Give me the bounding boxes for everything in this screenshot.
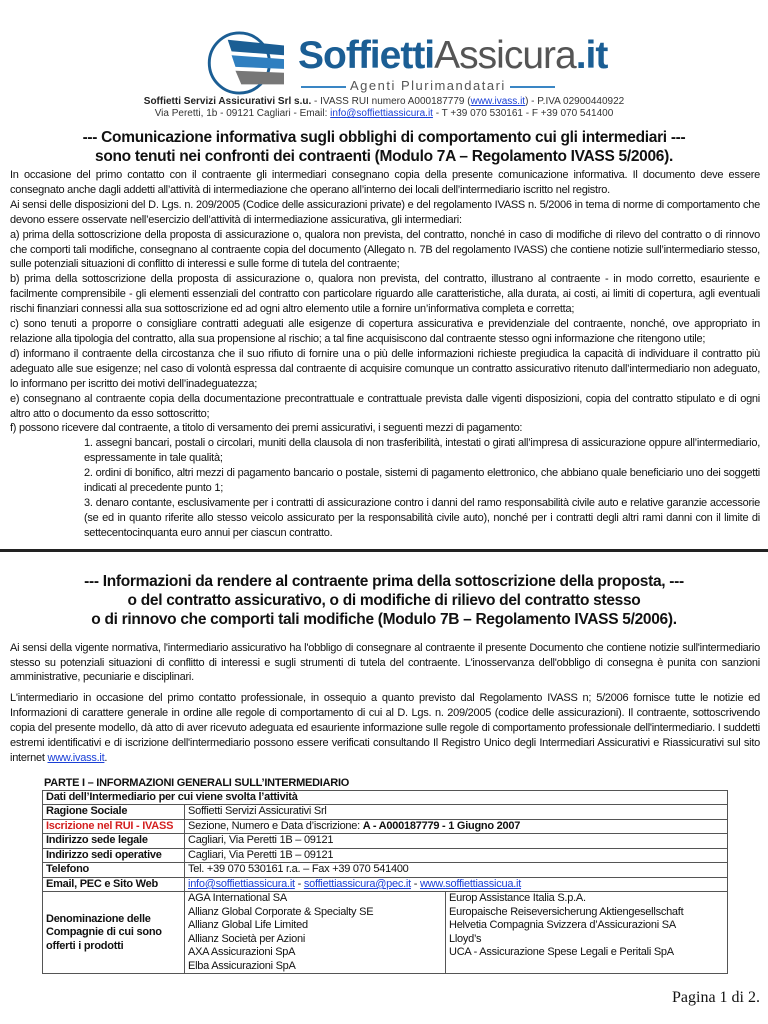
table-row: Indirizzo sedi operative Cagliari, Via Peretti 1B – 09121 (43, 848, 728, 863)
part-one-heading: PARTE I – INFORMAZIONI GENERALI SULL’INTERMEDIARIO (44, 776, 350, 789)
table-row: Dati dell’Intermediario per cui viene svolta l’attività (43, 790, 728, 805)
page-number: Pagina 1 di 2. (672, 989, 760, 1007)
companies-col-2: Europ Assistance Italia S.p.A. Europaische Reiseversicherung Aktiengesellschaft Helvetia Compagnia Svizzera d’Assicurazioni SA Lloyd’s UCA - Assicurazione Spese Legali e Peritali SpA (446, 892, 728, 974)
ivass-link[interactable]: www.ivass.it (470, 96, 526, 107)
table-row: Iscrizione nel RUI - IVASS Sezione, Numero e Data d’iscrizione: A - A000187779 - 1 Giugno 2007 (43, 819, 728, 834)
intermediary-table (42, 790, 728, 975)
pec-link[interactable]: soffiettiassicura@pec.it (303, 877, 411, 890)
table-row: Indirizzo sede legale Cagliari, Via Peretti 1B – 09121 (43, 834, 728, 849)
companies-col-1: AGA International SA Allianz Global Corporate & Specialty SE Allianz Global Life Limited Allianz Società per Azioni AXA Assicurazioni SpA Elba Assicurazioni SpA (185, 892, 446, 974)
company-info-line-2: Via Peretti, 1b - 09121 Cagliari - Email: info@soffiettiassicura.it - T +39 070 530161 - F +39 070 541400 (154, 108, 614, 119)
section2-title: --- Informazioni da rendere al contraente prima della sottoscrizione della proposta, --- o del contratto assicurativo, o di modifiche di rilievo del contratto stesso o di rinnovo che comporti tali modifiche (Modulo 7B – Regolamento IVASS 5/2006). (84, 572, 684, 628)
logo-emblem-icon (205, 30, 297, 96)
section1-body: In occasione del primo contatto con il contraente gli intermediari consegnano copia della presente comunicazione informativa. Il documento deve essere consegnato anche dagli addetti all’attività di intermediazione che operano all’interno dei locali dell’intermediario iscritto nel registro. Ai sensi delle disposizioni del D. Lgs. n. 209/2005 (Codice delle assicurazioni private) e del regolamento IVASS n. 5/2006 in tema di norme di comportamento che devono essere osservate nell’esercizio dell’attività di intermediazione assicurativa, gli intermediari: a) prima della sottoscrizione della proposta di assicurazione o, qualora non prevista, del contratto, nonché in caso di modifiche di rilevo del contratto o di rinnovo che comporti tali modifiche, consegnano al contraente copia del documento (Allegato n. 7B del regolamento IVASS) che contiene notizie sull’intermediario stesso, sulle potenziali situazioni di conflitto di interessi e sulle forme di tutela del contraente; b) prima della sottoscrizione della proposta di assicurazione o, qualora non prevista, del contratto, illustrano al contraente - in modo corretto, esauriente e facilmente comprensibile - gli elementi essenziali del contratto con particolare riguardo alle caratteristiche, alla durata, ai costi, ai limiti di copertura, agli eventuali rischi finanziari connessi alla sua sottoscrizione ed ad ogni altro elemento utile a fornire un’informativa completa e corretta; c) sono tenuti a proporre o consigliare contratti adeguati alle esigenze di copertura assicurativa e previdenziale del contraente, nonché, ove appropriato in relazione alla tipologia del contratto, alla sua propensione al rischio; a tal fine acquisiscono dal contraente stesso ogni informazione che ritengono utile; d) informano il contraente della circostanza che il suo rifiuto di fornire una o più delle informazioni richieste pregiudica la capacità di individuare il contratto più adeguato alle sue esigenze; nel caso di volontà espressa dal contraente di acquisire comunque un contratto assicurativo ritenuto dall’intermediario non adeguato, lo informano per iscritto dei motivi dell’inadeguatezza; e) consegnano al contraente copia della documentazione precontrattuale e contrattuale prevista dalle vigenti disposizioni, copia del contratto stipulato e di ogni altro atto o documento da esso sottoscritto; f) possono ricevere dal contraente, a titolo di versamento dei premi assicurativi, i seguenti mezzi di pagamento: 1. assegni bancari, postali o circolari, muniti della clausola di non trasferibilità, intestati o girati all’impresa di assicurazione oppure all’intermediario, espressamente in tale qualità; 2. ordini di bonifico, altri mezzi di pagamento bancario o postale, sistemi di pagamento elettronico, che abbiano quale beneficiario uno dei soggetti indicati al precedente punto 1; 3. denaro contante, esclusivamente per i contratti di assicurazione contro i danni del ramo responsabilità civile auto e relative garanzie accessorie (se ed in quanto riferite allo stesso veicolo assicurato per la responsabilità civile auto), nonché per i contratti degli altri rami danni con il limite di settecentocinquanta euro annui per ciascun contratto. (10, 169, 760, 539)
logo-tagline: Agenti Plurimandatari (297, 78, 547, 94)
email-link[interactable]: info@soffiettiassicura.it (330, 108, 433, 119)
section1-title: --- Comunicazione informativa sugli obblighi di comportamento cui gli intermediari --- sono tenuti nei confronti dei contraenti (Modulo 7A – Regolamento IVASS 5/2006). (82, 129, 686, 165)
table-row: Ragione Sociale Soffietti Servizi Assicurativi Srl (43, 805, 728, 820)
ivass-site-link[interactable]: www.ivass.it (47, 752, 105, 764)
table-row: Telefono Tel. +39 070 530161 r.a. – Fax +39 070 541400 (43, 863, 728, 878)
logo-wordmark: SoffiettiAssicura.it (298, 34, 608, 77)
company-logo (205, 30, 608, 96)
company-info-line-1: Soffietti Servizi Assicurativi Srl s.u. - IVASS RUI numero A000187779 (www.ivass.it) - P.IVA 02900440922 (143, 96, 625, 107)
section2-body: Ai sensi della vigente normativa, l'intermediario assicurativo ha l'obbligo di consegnare al contraente il presente Documento che contiene notizie sull'intermediario stesso su potenziali situazioni di conflitto di interessi e sugli strumenti di tutela del contraente. L'inosservanza dell'obbligo di consegna è punita con sanzioni amministrative, pecuniarie e disciplinari. L'intermediario in occasione del primo contatto professionale, in ossequio a quanto previsto dal Regolamento IVASS n; 5/2006 fornisce tutte le notizie ed Informazioni di carattere generale in ordine alle regole di comportamento di cui al D. Lgs. n. 209/2005 (codice delle assicurazioni). Il contraente, sottoscrivendo copia del presente modello, dà atto di aver ricevuto adeguata ed esauriente informazione sulle regole di comportamento professionale dell'intermediario. I suddetti estremi identificativi e di iscrizione dell'intermediario possono essere verificati consultando Il Registro Unico degli Intermediari Assicurativi e Riassicurativi sul sito internet www.ivass.it. (10, 641, 760, 764)
table-row: Denominazione delle Compagnie di cui sono offerti i prodotti AGA International SA Allianz Global Corporate & Specialty SE Allianz Global Life Limited Allianz Società per Azioni AXA Assicurazioni SpA Elba Assicurazioni SpA Europ Assistance Italia S.p.A. Europaische Reiseversicherung Aktiengesellschaft Helvetia Compagnia Svizzera d’Assicurazioni SA Lloyd’s UCA - Assicurazione Spese Legali e Peritali SpA (43, 892, 728, 974)
website-link[interactable]: www.soffiettiassicua.it (419, 877, 522, 890)
table-row: Email, PEC e Sito Web info@soffiettiassicura.it - soffiettiassicura@pec.it - www.soffiettiassicua.it (43, 877, 728, 892)
email-link[interactable]: info@soffiettiassicura.it (188, 877, 295, 890)
section-divider (0, 549, 768, 552)
